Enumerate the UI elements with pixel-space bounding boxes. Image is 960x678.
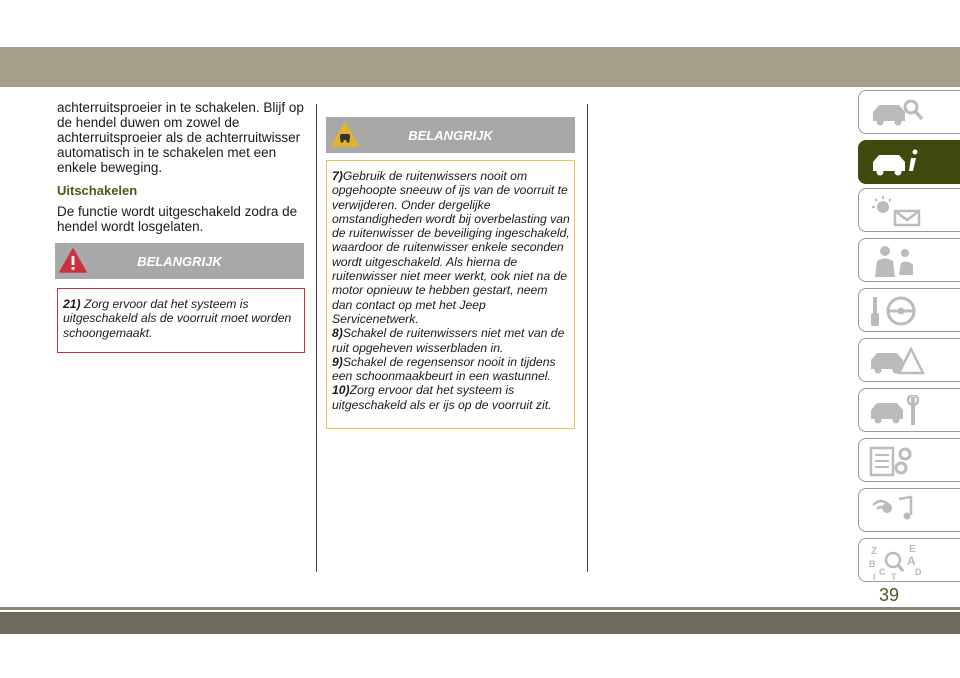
index-letter: B	[869, 559, 876, 569]
caution-title-yellow: BELANGRIJK	[408, 127, 493, 143]
multimedia-icon	[869, 495, 929, 527]
index-letter: D	[915, 567, 922, 577]
specs-gear-icon	[869, 445, 929, 477]
index-alphabet-icon	[869, 545, 929, 581]
note-number: 7)	[332, 169, 343, 183]
tab-safety[interactable]	[858, 238, 960, 282]
tab-specs[interactable]	[858, 438, 960, 482]
tab-multimedia[interactable]	[858, 488, 960, 532]
note-number: 10)	[332, 383, 350, 398]
header-band	[0, 47, 960, 87]
note-text: Zorg ervoor dat het systeem is uitgeschakeld als er ijs op de voorruit zit.	[332, 383, 552, 412]
tab-car-wrench[interactable]	[858, 388, 960, 432]
warning-triangle-icon	[59, 248, 87, 274]
warning-item	[63, 297, 300, 340]
index-letter: E	[909, 545, 916, 555]
note-number: 9)	[332, 354, 343, 369]
subheading-uitschakelen: Uitschakelen	[57, 183, 138, 198]
paragraph-1: achterruitsproeier in te schakelen. Blijf op de hendel duwen om zowel de achterruitsproeier als de achterruitwisser automatisch in te schakelen met een enkele beweging.	[57, 100, 304, 175]
tab-car-info[interactable]	[858, 140, 960, 184]
index-letter: A	[907, 554, 916, 568]
page-number: 39	[878, 585, 900, 605]
note-text: Zorg ervoor dat het systeem is uitgeschakeld als de voorruit moet worden schoongemaakt.	[63, 297, 292, 340]
index-letter: I	[873, 572, 876, 581]
index-letter: Z	[871, 546, 878, 557]
warning-lights-icon	[869, 195, 929, 227]
caution-box-yellow	[326, 160, 575, 429]
safety-passenger-icon	[869, 245, 929, 277]
car-crash-icon	[869, 345, 929, 377]
column-divider	[587, 104, 588, 572]
tab-car-search[interactable]	[858, 90, 960, 134]
tab-index[interactable]	[858, 538, 960, 582]
tab-warning-lights[interactable]	[858, 188, 960, 232]
note-text: Schakel de ruitenwissers niet met van de ruit opgeheven wisserbladen in.	[332, 326, 565, 355]
tab-key-steering[interactable]	[858, 288, 960, 332]
car-search-icon	[869, 97, 929, 129]
caution-item	[332, 383, 570, 412]
tab-car-crash[interactable]	[858, 338, 960, 382]
paragraph-2: De functie wordt uitgeschakeld zodra de hendel wordt losgelaten.	[57, 204, 298, 234]
note-text: Gebruik de ruitenwissers nooit om opgehoopte sneeuw of ijs van de voorruit te verwijderen. Onder dergelijke omstandigheden wordt bij overbelasting van de ruitenwisser de beveiliging ingeschakeld, waardoor de ruitenwisser enkele seconden wordt uitgeschakeld. Als hierna de ruitenwisser niet meer werkt, ook niet na de motor opnieuw te hebben gestart, neem dan contact op met het Jeep Servicenetwerk.	[332, 169, 570, 326]
caution-item	[332, 169, 570, 326]
footer-line	[0, 607, 960, 610]
caution-item	[332, 326, 570, 355]
footer-band	[0, 612, 960, 634]
index-letter: T	[891, 572, 897, 581]
caution-header-yellow	[326, 117, 575, 153]
note-number: 8)	[332, 326, 343, 341]
note-text: Schakel de regensensor nooit in tijdens een schoonmaakbeurt in een wastunnel.	[332, 354, 556, 384]
index-letter: C	[879, 567, 886, 577]
warning-title-red: BELANGRIJK	[137, 253, 222, 269]
car-skid-caution-icon	[331, 122, 359, 148]
warning-header-red	[55, 243, 304, 279]
column-divider	[316, 104, 317, 572]
note-number: 21)	[63, 297, 81, 311]
car-info-icon	[869, 147, 929, 179]
car-wrench-icon	[869, 395, 929, 427]
key-steering-wheel-icon	[869, 295, 929, 327]
text-column-left	[57, 100, 305, 234]
caution-item	[332, 355, 570, 384]
warning-box-red	[57, 288, 305, 353]
